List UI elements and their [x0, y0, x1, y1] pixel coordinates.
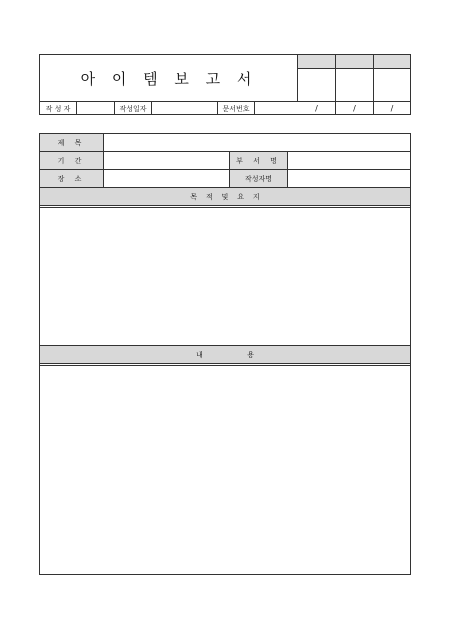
page-title: 아 이 템 보 고 서 — [80, 69, 258, 88]
place-field[interactable] — [104, 170, 229, 187]
date-label: 작성일자 — [119, 104, 147, 113]
approval-label-3 — [374, 55, 410, 68]
approval-sign-2[interactable] — [336, 69, 373, 101]
place-label: 장 소 — [40, 170, 103, 187]
writer-label: 작성자명 — [230, 170, 287, 187]
purpose-section-header: 목 적 및 요 지 — [40, 188, 410, 205]
subject-field[interactable] — [104, 134, 410, 151]
department-label: 부 서 명 — [230, 152, 287, 169]
period-label: 기 간 — [40, 152, 103, 169]
subject-label: 제 목 — [40, 134, 103, 151]
approval-sign-3[interactable] — [374, 69, 410, 101]
period-field[interactable] — [104, 152, 229, 169]
doc-number-field[interactable] — [255, 102, 297, 115]
content-section-header: 내 용 — [40, 346, 410, 363]
writer-field[interactable] — [288, 170, 410, 187]
department-field[interactable] — [288, 152, 410, 169]
approval-label-1 — [298, 55, 335, 68]
doc-number-label: 문서번호 — [222, 104, 250, 113]
date-slash-1: / — [315, 104, 318, 113]
author-label: 작 성 자 — [45, 104, 71, 113]
author-field[interactable] — [77, 102, 114, 115]
content-body[interactable] — [40, 366, 410, 574]
date-field[interactable] — [152, 102, 217, 115]
date-slash-2: / — [353, 104, 356, 113]
approval-sign-1[interactable] — [298, 69, 335, 101]
purpose-body[interactable] — [40, 208, 410, 345]
approval-label-2 — [336, 55, 373, 68]
date-slash-3: / — [390, 104, 394, 113]
